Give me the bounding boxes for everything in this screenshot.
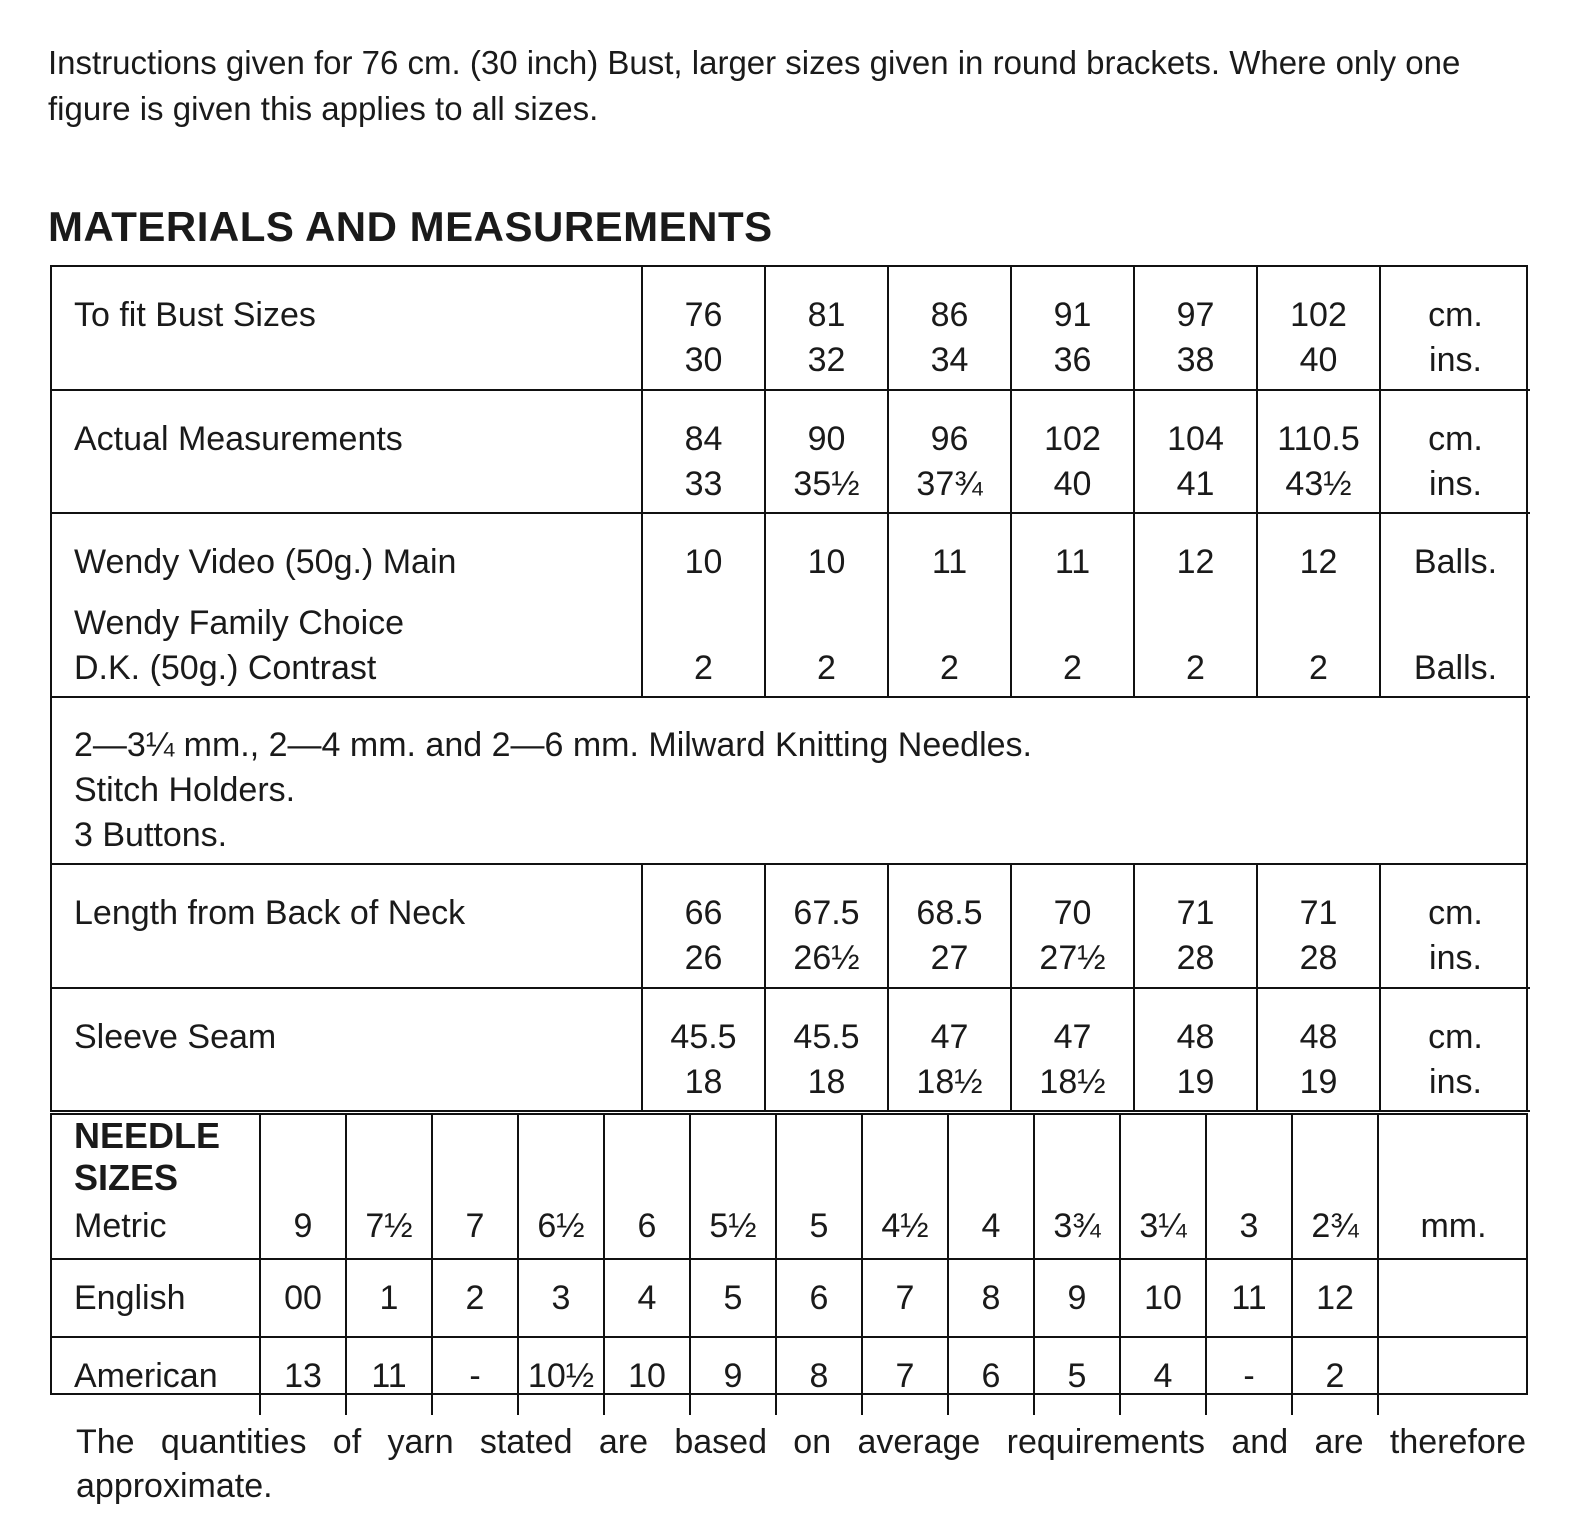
- american-value: 13: [260, 1337, 346, 1415]
- metric-unit: mm.: [1378, 1115, 1528, 1259]
- english-value: 10: [1120, 1259, 1206, 1337]
- english-value: 1: [346, 1259, 432, 1337]
- american-row: [52, 1337, 1528, 1415]
- bust-value: 102 40: [1257, 267, 1380, 390]
- american-value: 11: [346, 1337, 432, 1415]
- metric-value: 4½: [862, 1115, 948, 1259]
- measurements-table: [50, 265, 1528, 698]
- actual-value: 110.5 43½: [1257, 390, 1380, 513]
- sleeve-row: [52, 988, 1530, 1111]
- section-heading: MATERIALS AND MEASUREMENTS: [48, 203, 773, 250]
- sleeve-value: 48 19: [1257, 988, 1380, 1111]
- sleeve-value: 45.5 18: [642, 988, 765, 1111]
- needle-sizes-heading: NEEDLE SIZES: [74, 1115, 221, 1198]
- english-value: 9: [1034, 1259, 1120, 1337]
- metric-value: 4: [948, 1115, 1034, 1259]
- intro-text: Instructions given for 76 cm. (30 inch) Bust, larger sizes given in round brackets. Where only one figure is given this applies to all sizes.: [48, 44, 1461, 127]
- sleeve-value: 45.5 18: [765, 988, 888, 1111]
- holders-line: Stitch Holders.: [74, 771, 296, 809]
- footer-note: The quantities of yarn stated are based on average requirements and are therefore approximate.: [76, 1423, 1526, 1505]
- american-value: 8: [776, 1337, 862, 1415]
- length-sleeve-table: [50, 865, 1528, 1112]
- bust-value: 81 32: [765, 267, 888, 390]
- actual-label: Actual Measurements: [52, 390, 642, 513]
- needle-sizes-table: [50, 1113, 1528, 1395]
- yarn-value: 10 2: [642, 513, 765, 697]
- american-label: American: [52, 1337, 260, 1415]
- actual-value: 84 33: [642, 390, 765, 513]
- length-value: 71 28: [1257, 865, 1380, 988]
- english-value: 2: [432, 1259, 518, 1337]
- metric-value: 3: [1206, 1115, 1292, 1259]
- english-value: 8: [948, 1259, 1034, 1337]
- metric-value: 6: [604, 1115, 690, 1259]
- american-value: 5: [1034, 1337, 1120, 1415]
- english-value: 00: [260, 1259, 346, 1337]
- english-unit-empty: [1378, 1259, 1528, 1337]
- length-row: [52, 865, 1530, 988]
- yarn-value: 12 2: [1134, 513, 1257, 697]
- english-value: 6: [776, 1259, 862, 1337]
- american-value: -: [432, 1337, 518, 1415]
- yarn-value: 12 2: [1257, 513, 1380, 697]
- american-unit-empty: [1378, 1337, 1528, 1415]
- american-value: 9: [690, 1337, 776, 1415]
- american-value: 10½: [518, 1337, 604, 1415]
- yarn-value: 11 2: [1011, 513, 1134, 697]
- english-value: 4: [604, 1259, 690, 1337]
- length-value: 67.5 26½: [765, 865, 888, 988]
- bust-value: 91 36: [1011, 267, 1134, 390]
- metric-value: 5½: [690, 1115, 776, 1259]
- yarn-value: 10 2: [765, 513, 888, 697]
- english-value: 5: [690, 1259, 776, 1337]
- american-value: 10: [604, 1337, 690, 1415]
- length-value: 71 28: [1134, 865, 1257, 988]
- bust-value: 86 34: [888, 267, 1011, 390]
- english-value: 11: [1206, 1259, 1292, 1337]
- metric-label-cell: [52, 1115, 260, 1259]
- needles-text: [52, 697, 1526, 865]
- bust-unit: cm. ins.: [1380, 267, 1530, 390]
- buttons-line: 3 Buttons.: [74, 816, 228, 854]
- english-value: 12: [1292, 1259, 1378, 1337]
- length-value: 68.5 27: [888, 865, 1011, 988]
- english-label: English: [52, 1259, 260, 1337]
- length-sleeve-grid: [52, 865, 1530, 1112]
- metric-value: 2¾: [1292, 1115, 1378, 1259]
- metric-value: 5: [776, 1115, 862, 1259]
- english-value: 3: [518, 1259, 604, 1337]
- sleeve-value: 47 18½: [888, 988, 1011, 1111]
- metric-label: Metric: [74, 1207, 167, 1245]
- metric-row: [52, 1115, 1528, 1259]
- actual-value: 102 40: [1011, 390, 1134, 513]
- length-value: 70 27½: [1011, 865, 1134, 988]
- sleeve-unit: cm. ins.: [1380, 988, 1530, 1111]
- metric-value: 7½: [346, 1115, 432, 1259]
- length-unit: cm. ins.: [1380, 865, 1530, 988]
- sleeve-value: 47 18½: [1011, 988, 1134, 1111]
- actual-row: [52, 390, 1530, 513]
- english-value: 7: [862, 1259, 948, 1337]
- american-value: 7: [862, 1337, 948, 1415]
- bust-value: 97 38: [1134, 267, 1257, 390]
- american-value: -: [1206, 1337, 1292, 1415]
- actual-value: 96 37¾: [888, 390, 1011, 513]
- sleeve-label: Sleeve Seam: [52, 988, 642, 1111]
- needles-line: 2—3¼ mm., 2—4 mm. and 2—6 mm. Milward Knitting Needles.: [74, 726, 1032, 764]
- measurements-grid: [52, 267, 1530, 698]
- bust-label: To fit Bust Sizes: [52, 267, 642, 390]
- needle-sizes-grid: [52, 1115, 1528, 1415]
- yarn-row: [52, 513, 1530, 697]
- bust-row: [52, 267, 1530, 390]
- yarn-label: Wendy Video (50g.) Main Wendy Family Choice D.K. (50g.) Contrast: [52, 513, 642, 697]
- metric-value: 3¼: [1120, 1115, 1206, 1259]
- american-value: 2: [1292, 1337, 1378, 1415]
- american-value: 6: [948, 1337, 1034, 1415]
- sleeve-value: 48 19: [1134, 988, 1257, 1111]
- metric-value: 7: [432, 1115, 518, 1259]
- needles-block: [50, 697, 1528, 865]
- metric-value: 3¾: [1034, 1115, 1120, 1259]
- metric-value: 9: [260, 1115, 346, 1259]
- length-value: 66 26: [642, 865, 765, 988]
- bust-value: 76 30: [642, 267, 765, 390]
- actual-unit: cm. ins.: [1380, 390, 1530, 513]
- english-row: [52, 1259, 1528, 1337]
- american-value: 4: [1120, 1337, 1206, 1415]
- yarn-value: 11 2: [888, 513, 1011, 697]
- metric-value: 6½: [518, 1115, 604, 1259]
- actual-value: 90 35½: [765, 390, 888, 513]
- length-label: Length from Back of Neck: [52, 865, 642, 988]
- yarn-unit: Balls. Balls.: [1380, 513, 1530, 697]
- actual-value: 104 41: [1134, 390, 1257, 513]
